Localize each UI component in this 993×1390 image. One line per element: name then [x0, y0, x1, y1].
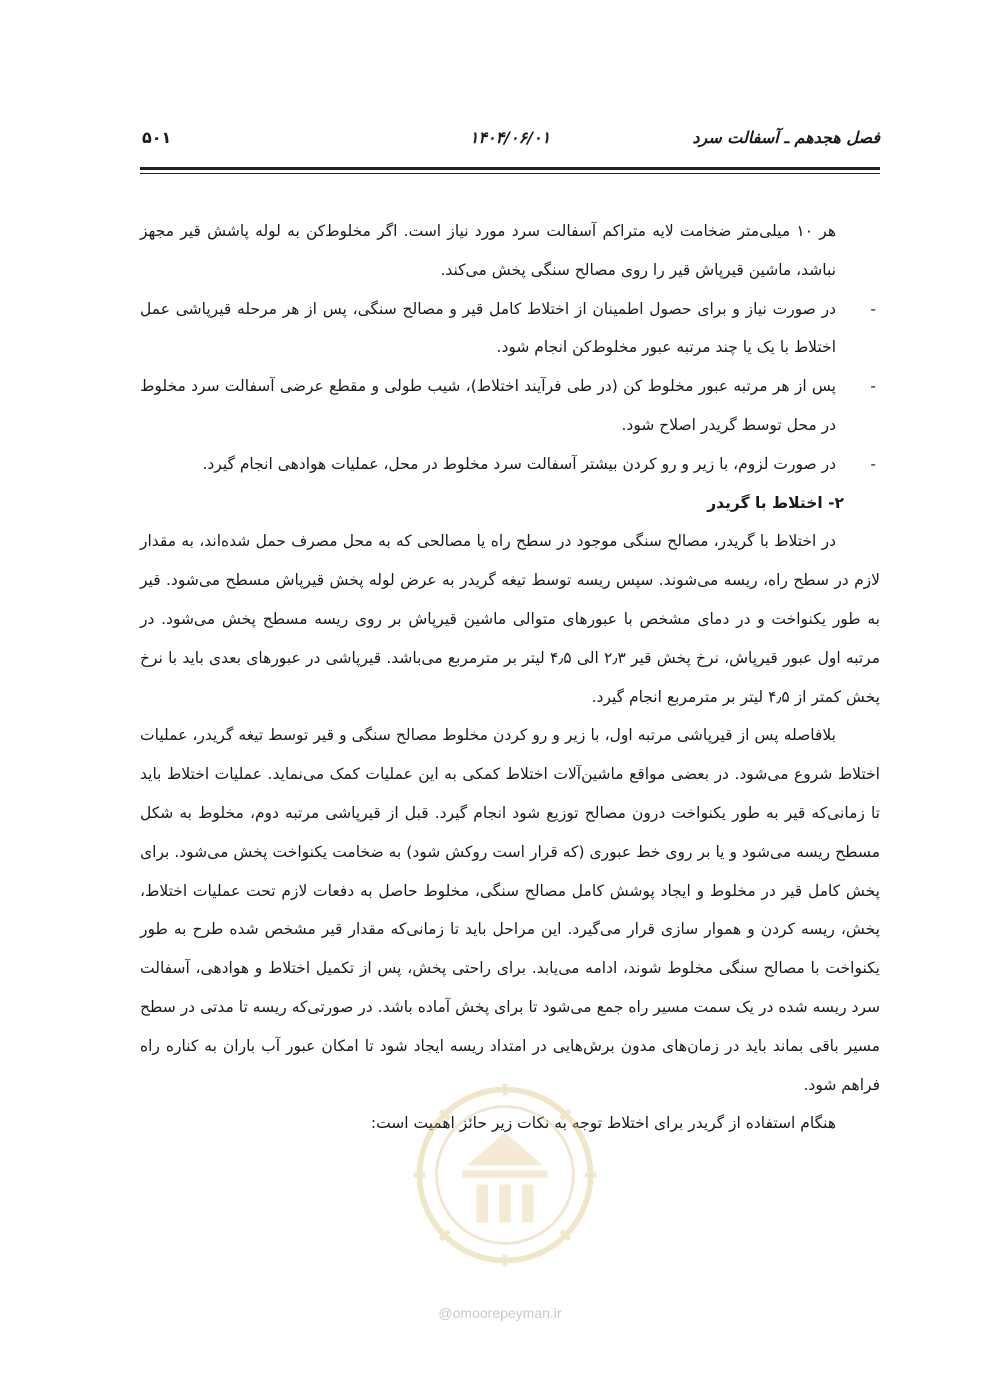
bullet-dash: - — [870, 377, 876, 396]
paragraph: در اختلاط با گریدر، مصالح سنگی موجود در سطح راه یا مصالحی که به محل مصرف حمل شده‌اند، به مقدار لازم در سطح راه، ریسه می‌شوند. سپس ریسه توسط تیغه گریدر به عرض لوله پخش قیرپاش مسطح می‌شود. قیر به طور یکنواخت و در دمای مشخص با عبورهای متوالی ماشین قیرپاش بر روی ریسه مسطح پخش می‌شود. در مرتبه اول عبور قیرپاش، نرخ پخش قیر ۲٫۳ الی ۴٫۵ لیتر بر مترمربع می‌باشد. قیرپاشی در عبورهای بعدی باید با نرخ پخش کمتر از ۴٫۵ لیتر بر مترمربع انجام گیرد. — [140, 532, 880, 706]
bullet-item — [140, 445, 880, 484]
watermark-url: @omoorepeyman.ir — [438, 1305, 562, 1321]
bullet-text: پس از هر مرتبه عبور مخلوط کن (در طی فرآیند اختلاط)، شیب طولی و مقطع عرضی آسفالت سرد مخلوط در محل توسط گریدر اصلاح شود. — [140, 377, 836, 434]
bullet-item — [140, 290, 880, 368]
header-rule-thick — [140, 167, 880, 170]
paragraph: هنگام استفاده از گریدر برای اختلاط توجه به نکات زیر حائز اهمیت است: — [370, 1114, 836, 1133]
bullet-dash: - — [870, 299, 876, 318]
bullet-text: در صورت نیاز و برای حصول اطمینان از اختلاط کامل قیر و مصالح سنگی، پس از هر مرحله قیرپاشی عمل اختلاط با یک یا چند مرتبه عبور مخلوط‌کن انجام شود. — [140, 299, 836, 357]
page-number: ۵۰۱ — [142, 128, 172, 147]
bullet-dash: - — [870, 454, 876, 473]
header-rule-thin — [140, 173, 880, 174]
bullet-item — [140, 367, 880, 445]
bullet-text: در صورت لزوم، با زیر و رو کردن بیشتر آسفالت سرد مخلوط در محل، عملیات هوادهی انجام گیرد. — [202, 454, 836, 473]
continued-paragraph: هر ۱۰ میلی‌متر ضخامت لایه متراکم آسفالت سرد مورد نیاز است. اگر مخلوط‌کن به لوله پاشش قیر مجهز نباشد، ماشین قیرپاش قیر را روی مصالح سنگی پخش می‌کند. — [140, 222, 836, 279]
page-header — [140, 128, 880, 154]
document-body — [140, 212, 880, 1143]
section-heading: ۲- اختلاط با گریدر — [707, 493, 844, 512]
paragraph: بلافاصله پس از قیرپاشی مرتبه اول، با زیر و رو کردن مخلوط مصالح سنگی و قیر توسط تیغه گریدر، عملیات اختلاط شروع می‌شود. در بعضی مواقع ماشین‌آلات اختلاط کمکی به این عملیات کمک می‌نماید. عملیات اختلاط باید تا زمانی‌که قیر به طور یکنواخت درون مصالح توزیع شود انجام گیرد. قبل از قیرپاشی مرتبه دوم، مخلوط به شکل مسطح ریسه می‌شود و یا بر روی خط عبوری (که قرار است روکش شود) به ضخامت یکنواخت پخش می‌شود. برای پخش کامل قیر در مخلوط و ایجاد پوشش کامل مصالح سنگی، مخلوط حاصل به دفعات لازم تحت عملیات اختلاط، پخش، ریسه کردن و هموار سازی قرار می‌گیرد. این مراحل باید تا زمانی‌که مقدار قیر مشخص شده طرح به طور یکنواخت با مصالح سنگی مخلوط شوند، ادامه می‌یابد. برای راحتی پخش، پس از تکمیل اختلاط و هوادهی، آسفالت سرد ریسه شده در یک سمت مسیر راه جمع می‌شود تا برای پخش آماده باشد. در صورتی‌که ریسه تا مدتی در سطح مسیر باقی بماند باید در زمان‌های مدون برش‌هایی در امتداد ریسه ایجاد شود تا امکان عبور آب باران به کناره راه فراهم شود. — [140, 726, 880, 1094]
chapter-title: فصل هجدهم ـ آسفالت سرد — [692, 128, 880, 147]
watermark-logo — [410, 1080, 600, 1270]
header-date: ۱۴۰۴/۰۶/۰۱ — [469, 128, 551, 147]
